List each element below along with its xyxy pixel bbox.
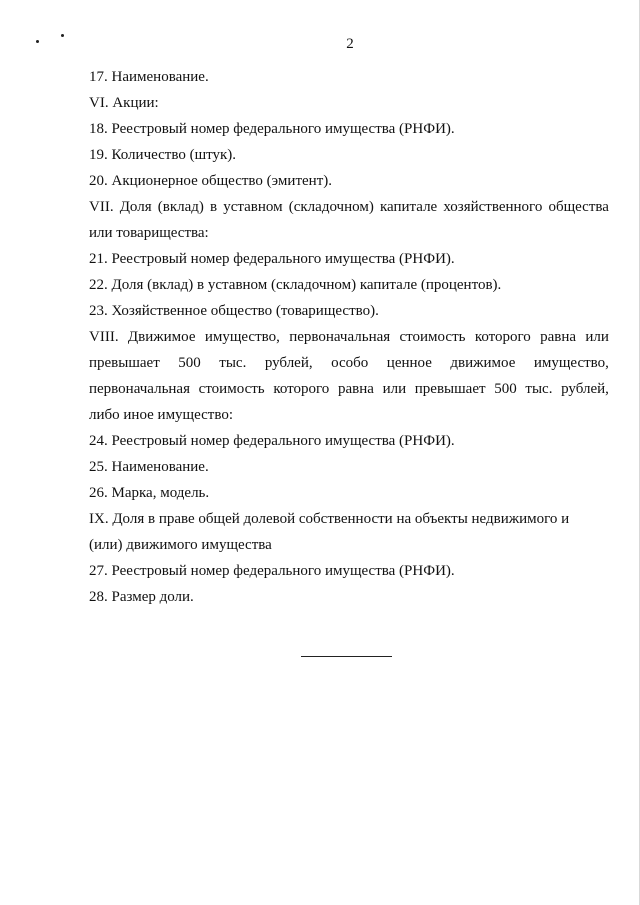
document-line-10: 23. Хозяйственное общество (товарищество). <box>89 303 379 319</box>
word: имущество, <box>204 329 280 345</box>
document-line-7: или товарищества: <box>89 225 209 241</box>
word: капитале <box>379 199 438 215</box>
word: тыс. <box>525 381 553 397</box>
word: (складочном) <box>288 199 374 215</box>
word: Движимое <box>127 329 196 345</box>
document-line-12 <box>89 350 609 376</box>
word: имущество, <box>533 355 609 371</box>
document-line-21: 28. Размер доли. <box>89 589 194 605</box>
document-line-4: 19. Количество (штук). <box>89 147 237 163</box>
word: или <box>382 381 407 397</box>
word: ценное <box>386 355 432 371</box>
word: VIII. <box>89 329 119 345</box>
page-number: 2 <box>346 36 354 52</box>
document-line-8: 21. Реестровый номер федерального имущества (РНФИ). <box>89 251 455 267</box>
word: или <box>585 329 609 345</box>
word: первоначальная <box>89 381 190 397</box>
word: общества <box>548 199 609 215</box>
document-line-11 <box>89 324 609 350</box>
word: движимое <box>450 355 516 371</box>
document-line-17: 26. Марка, модель. <box>89 485 210 501</box>
document-line-19: (или) движимого имущества <box>89 537 272 553</box>
document-body <box>89 64 609 610</box>
word: 500 <box>178 355 201 371</box>
end-separator-line <box>301 656 392 657</box>
word: которого <box>474 329 531 345</box>
word: стоимость <box>198 381 265 397</box>
word: стоимость <box>399 329 466 345</box>
document-line-2: VI. Акции: <box>89 95 159 111</box>
word: Доля <box>119 199 152 215</box>
word: рублей, <box>264 355 313 371</box>
document-line-3: 18. Реестровый номер федерального имущества (РНФИ). <box>89 121 455 137</box>
word: превышает <box>89 355 160 371</box>
document-line-1: 17. Наименование. <box>89 69 209 85</box>
document-line-13 <box>89 376 609 402</box>
document-line-9: 22. Доля (вклад) в уставном (складочном) капитале (процентов). <box>89 277 502 293</box>
document-line-5: 20. Акционерное общество (эмитент). <box>89 173 332 189</box>
document-line-15: 24. Реестровый номер федерального имущества (РНФИ). <box>89 433 455 449</box>
document-line-16: 25. Наименование. <box>89 459 209 475</box>
word: в <box>210 199 218 215</box>
word: превышает <box>414 381 486 397</box>
document-line-14: либо иное имущество: <box>89 407 234 423</box>
word: уставном <box>223 199 283 215</box>
word: рублей, <box>561 381 609 397</box>
word: VII. <box>89 199 114 215</box>
word: равна <box>337 381 374 397</box>
word: тыс. <box>219 355 247 371</box>
word: хозяйственного <box>443 199 543 215</box>
word: 500 <box>494 381 517 397</box>
document-line-6 <box>89 194 609 220</box>
word: первоначальная <box>289 329 391 345</box>
word: которого <box>273 381 330 397</box>
document-line-20: 27. Реестровый номер федерального имущества (РНФИ). <box>89 563 455 579</box>
document-line-18: IX. Доля в праве общей долевой собственности на объекты недвижимого и <box>89 511 570 527</box>
word: равна <box>540 329 577 345</box>
word: (вклад) <box>157 199 204 215</box>
word: особо <box>331 355 369 371</box>
